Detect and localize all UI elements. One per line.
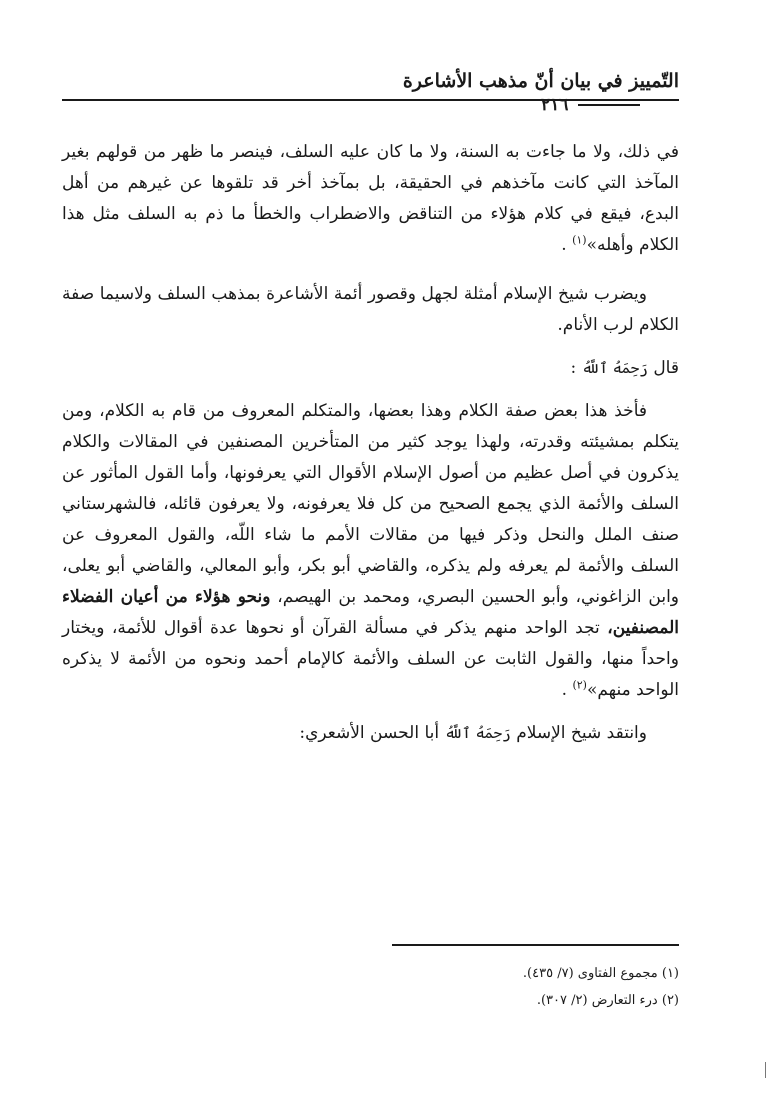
paragraph-end-mark: . [561,235,567,255]
footnotes [279,960,679,1014]
paragraph-critique-intro [62,718,679,749]
running-header [62,70,679,94]
footnote-ref-2: (٢) [572,678,587,692]
honorific-rahimahullah: رَحِمَهُ ٱللَّهُ [444,724,511,742]
page-number-area [541,92,640,118]
honorific-rahimahullah: رَحِمَهُ ٱللَّهُ [581,359,648,377]
footnote-ref-1: (١) [572,233,587,247]
paragraph-end-mark: . [561,680,568,700]
qala-label: قال [653,358,679,378]
bold-phrase: ونحو هؤلاء من أعيان الفضلاء المصنفين، [62,587,680,638]
paragraph-quote-end [62,137,679,261]
page-number: ٢١٦ [541,95,569,115]
quote-text-part-1: فأخذ هذا بعض صفة الكلام وهذا بعضها، والمتكلم المعروف من قام به الكلام، ومن يتكلم بمشيئته وقدرته، ولهذا يوجد كثير من المتأخرين المصنفين في المقالات والكلام يذكرون في أصل عظيم من أصول الإسلام الأقوال التي يعرفونها، وأما القول المأثور عن السلف والأئمة الذي يجمع الصحيح من كل فلا يعرفونه، ولا يعرفون قائله، فالشهرستاني صنف الملل والنحل وذكر فيها من مقالات الأمم ما شاء اللّه، والقول المعروف عن السلف والأئمة لم يعرفه ولم يذكره، والقاضي أبو بكر، وأبو المعالي، والقاضي أبو يعلى، وابن الزاغوني، وأبو الحسين البصري، ومحمد بن الهيصم، [62,401,679,607]
footnote-2: (٢) درء التعارض (٢/ ٣٠٧). [536,993,679,1008]
footnote-separator [392,944,679,946]
page-number-rule [578,104,640,106]
footnote-1: (١) مجموع الفتاوى (٧/ ٤٣٥). [522,966,679,981]
main-text [62,137,679,749]
quote-text-part-2: تجد الواحد منهم يذكر في مسألة القرآن أو نحوها عدة أقوال للأئمة، ويختار واحداً منها، والقول الثابت عن السلف والأئمة كالإمام أحمد ونحوه من الأئمة لا يذكره الواحد منهم» [62,618,679,700]
page-edge-mark [765,1062,766,1078]
colon-mark: : [570,358,577,378]
paragraph-examples-intro: ويضرب شيخ الإسلام أمثلة لجهل وقصور أئمة الأشاعرة بمذهب السلف ولاسيما صفة الكلام لرب الأنام. [62,284,679,335]
paragraph-quote [62,396,679,706]
paragraph-qala [62,353,679,384]
running-title: التّمييز في بيان أنّ مذهب الأشاعرة [402,70,679,92]
critique-text-end: أبا الحسن الأشعري: [299,723,440,743]
critique-text-start: وانتقد شيخ الإسلام [516,723,647,743]
paragraph-text: في ذلك، ولا ما جاءت به السنة، ولا ما كان عليه السلف، فينصر ما ظهر من قولهم بغير المآخذ التي كانت مآخذهم في الحقيقة، بل بمآخذ أخر قد تلقوها عن غيرهم من أهل البدع، فيقع في كلام هؤلاء من التناقض والاضطراب والخطأ ما ذم به السلف مثل هذا الكلام وأهله» [62,142,679,255]
